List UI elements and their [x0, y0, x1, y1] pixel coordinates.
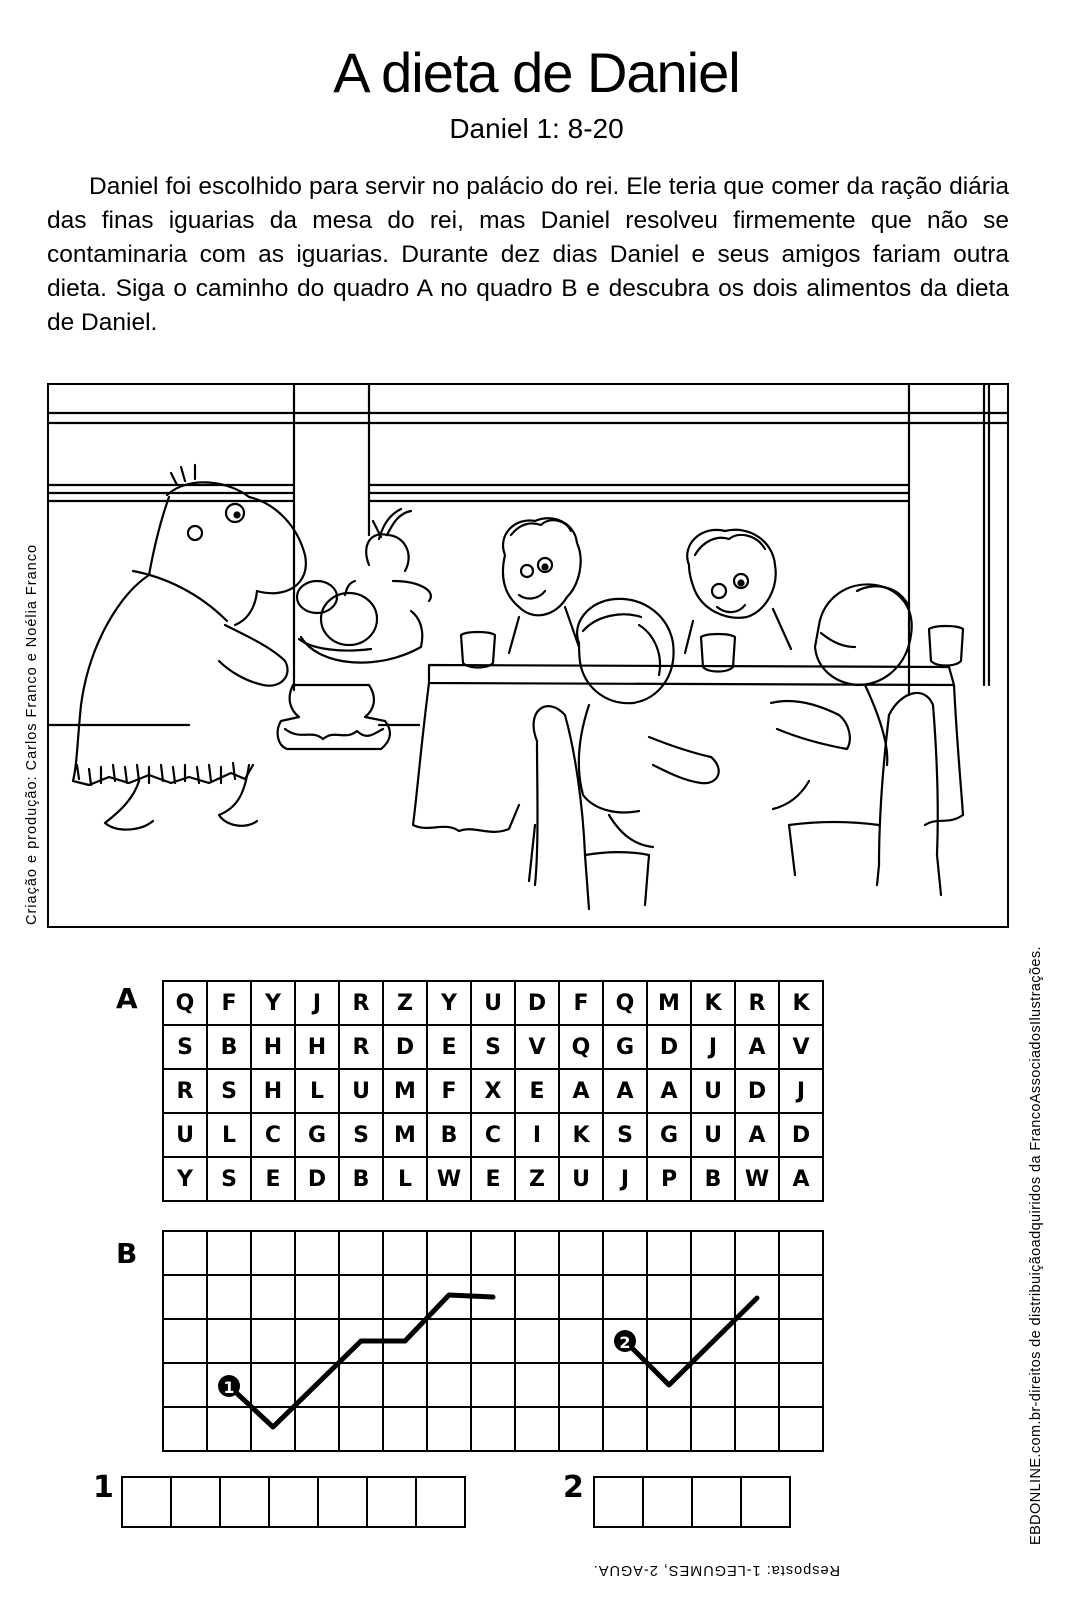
- path-1-marker-label: 1: [223, 1378, 235, 1397]
- grid-a-cell: B: [339, 1157, 383, 1201]
- grid-a-cell: B: [207, 1025, 251, 1069]
- fruit-bowl: [297, 509, 431, 663]
- grid-a-cell: D: [735, 1069, 779, 1113]
- grid-a-cell: G: [603, 1025, 647, 1069]
- grid-a-cell: W: [735, 1157, 779, 1201]
- grid-a-cell: Q: [559, 1025, 603, 1069]
- grid-a-row: [163, 1069, 823, 1113]
- grid-a-cell: A: [559, 1069, 603, 1113]
- letter-grid-a: [162, 980, 824, 1202]
- grid-a-cell: K: [559, 1113, 603, 1157]
- grid-a-row: [163, 1157, 823, 1201]
- grid-a-cell: L: [383, 1157, 427, 1201]
- grid-a-cell: J: [295, 981, 339, 1025]
- grid-a-cell: I: [515, 1113, 559, 1157]
- grid-a-cell: J: [691, 1025, 735, 1069]
- grid-a-cell: A: [735, 1113, 779, 1157]
- grid-a-cell: B: [427, 1113, 471, 1157]
- answer-1-letter-box[interactable]: [368, 1478, 417, 1526]
- path-2-marker: [614, 1330, 636, 1352]
- path-1-line: [229, 1295, 493, 1427]
- grid-a-cell: H: [251, 1025, 295, 1069]
- answer-1-letter-box[interactable]: [319, 1478, 368, 1526]
- grid-a-cell: M: [383, 1113, 427, 1157]
- boy-back-right: [685, 530, 791, 653]
- grid-a-cell: D: [295, 1157, 339, 1201]
- path-2-marker-label: 2: [619, 1333, 631, 1352]
- answer-1-letter-box[interactable]: [417, 1478, 466, 1526]
- grid-a-cell: L: [295, 1069, 339, 1113]
- grid-a-cell: F: [427, 1069, 471, 1113]
- grid-a-cell: Y: [427, 981, 471, 1025]
- answer-2-letter-box[interactable]: [595, 1478, 644, 1526]
- grid-a-cell: W: [427, 1157, 471, 1201]
- grid-a-cell: P: [647, 1157, 691, 1201]
- grid-a-cell: V: [515, 1025, 559, 1069]
- answer-1-letter-box[interactable]: [221, 1478, 270, 1526]
- path-2-line: [625, 1298, 757, 1385]
- grid-a-cell: S: [471, 1025, 515, 1069]
- answer-key-inverted: Resposta: 1-LEGUMES, 2-AGUA.: [592, 1562, 840, 1578]
- grid-a-cell: D: [383, 1025, 427, 1069]
- grid-a-cell: U: [339, 1069, 383, 1113]
- answer-1-letter-box[interactable]: [123, 1478, 172, 1526]
- grid-a-cell: E: [471, 1157, 515, 1201]
- grid-a-cell: D: [779, 1113, 823, 1157]
- grid-a-row: [163, 1113, 823, 1157]
- answer-1-boxes: [121, 1476, 466, 1528]
- grid-a-cell: Q: [603, 981, 647, 1025]
- grid-a-cell: H: [295, 1025, 339, 1069]
- grid-a-cell: A: [735, 1025, 779, 1069]
- grid-a-cell: M: [383, 1069, 427, 1113]
- grid-a-cell: E: [515, 1069, 559, 1113]
- servant-figure: [73, 465, 390, 830]
- back-wall-lines: [49, 413, 1009, 725]
- answer-2-label: 2: [563, 1470, 584, 1505]
- answer-1-label: 1: [93, 1470, 114, 1505]
- grid-a-cell: A: [647, 1069, 691, 1113]
- answer-1-letter-box[interactable]: [270, 1478, 319, 1526]
- grid-a-cell: E: [427, 1025, 471, 1069]
- credit-right: EBDONLINE.com.br-direitos de distribuiçãoadquiridos da FrancoAssociadosIlustrações.: [1028, 946, 1044, 1545]
- grid-a-cell: U: [691, 1069, 735, 1113]
- path-overlay: [163, 1231, 823, 1461]
- grid-a-cell: U: [691, 1113, 735, 1157]
- grid-a-cell: Z: [383, 981, 427, 1025]
- grid-a-cell: Z: [515, 1157, 559, 1201]
- grid-a-cell: B: [691, 1157, 735, 1201]
- path-1-marker: [218, 1375, 240, 1397]
- answer-2-boxes: [593, 1476, 791, 1528]
- grid-a-cell: F: [559, 981, 603, 1025]
- boy-front-left: [577, 599, 719, 847]
- chair-right: [789, 693, 941, 895]
- grid-a-cell: J: [779, 1069, 823, 1113]
- page-title: A dieta de Daniel: [333, 41, 740, 104]
- grid-a-cell: R: [163, 1069, 207, 1113]
- answer-2-letter-box[interactable]: [644, 1478, 693, 1526]
- chair-left: [529, 706, 649, 909]
- grid-a-cell: K: [779, 981, 823, 1025]
- grid-a-cell: G: [295, 1113, 339, 1157]
- intro-paragraph: Daniel foi escolhido para servir no palácio do rei. Ele teria que comer da ração diária das finas iguarias da mesa do rei, mas Daniel resolveu firmemente que não se contaminaria com as iguarias. Durante dez dias Daniel e seus amigos fariam outra dieta. Siga o caminho do quadro A no quadro B e descubra os dois alimentos da dieta de Daniel.: [47, 173, 1009, 336]
- grid-a-row: [163, 1025, 823, 1069]
- grid-a-cell: U: [163, 1113, 207, 1157]
- grid-a-cell: H: [251, 1069, 295, 1113]
- grid-a-cell: M: [647, 981, 691, 1025]
- grid-a-cell: G: [647, 1113, 691, 1157]
- grid-a-cell: C: [251, 1113, 295, 1157]
- grid-a-cell: C: [471, 1113, 515, 1157]
- grid-a-cell: Y: [251, 981, 295, 1025]
- boy-back-left: [503, 518, 581, 653]
- palace-columns: [294, 385, 989, 695]
- grid-a-cell: X: [471, 1069, 515, 1113]
- grid-a-cell: E: [251, 1157, 295, 1201]
- grid-a-cell: S: [207, 1157, 251, 1201]
- grid-a-cell: D: [647, 1025, 691, 1069]
- grid-a-cell: R: [339, 981, 383, 1025]
- credit-left: Criação e produção: Carlos Franco e Noélia Franco: [24, 543, 40, 925]
- answer-2-letter-box[interactable]: [742, 1478, 791, 1526]
- grid-a-cell: A: [603, 1069, 647, 1113]
- grid-a-cell: K: [691, 981, 735, 1025]
- boy-front-right: [771, 584, 912, 809]
- grid-a-cell: A: [779, 1157, 823, 1201]
- grid-a-cell: V: [779, 1025, 823, 1069]
- grid-a-cell: S: [339, 1113, 383, 1157]
- grid-a-cell: U: [559, 1157, 603, 1201]
- grid-a-cell: R: [339, 1025, 383, 1069]
- grid-a-row: [163, 981, 823, 1025]
- grid-b-label: B: [116, 1237, 138, 1270]
- grid-a-cell: S: [163, 1025, 207, 1069]
- answer-1-letter-box[interactable]: [172, 1478, 221, 1526]
- grid-a-cell: J: [603, 1157, 647, 1201]
- grid-a-label: A: [116, 982, 138, 1015]
- grid-a-cell: S: [603, 1113, 647, 1157]
- coloring-illustration: [47, 383, 1009, 928]
- grid-a-cell: D: [515, 981, 559, 1025]
- grid-a-cell: R: [735, 981, 779, 1025]
- bible-reference: Daniel 1: 8-20: [449, 113, 624, 144]
- grid-a-cell: S: [207, 1069, 251, 1113]
- grid-a-cell: L: [207, 1113, 251, 1157]
- grid-a-cell: U: [471, 981, 515, 1025]
- grid-a-cell: Y: [163, 1157, 207, 1201]
- grid-a-cell: Q: [163, 981, 207, 1025]
- answer-2-letter-box[interactable]: [693, 1478, 742, 1526]
- grid-a-cell: F: [207, 981, 251, 1025]
